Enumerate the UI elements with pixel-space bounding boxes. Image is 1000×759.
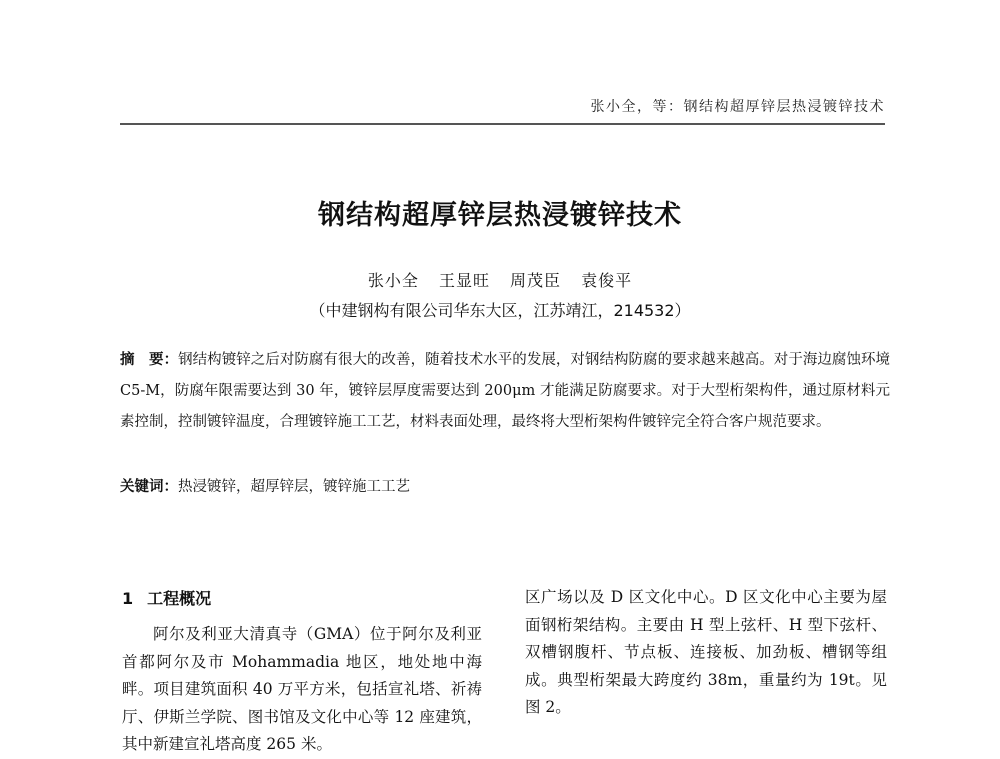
paper-title: 钢结构超厚锌层热浸镀锌技术: [318, 200, 682, 231]
running-head: 张小全，等：钢结构超厚锌层热浸镀锌技术: [590, 99, 885, 115]
section-heading: [122, 586, 211, 609]
affiliation: （中建钢构有限公司华东大区，江苏靖江，214532）: [309, 301, 691, 320]
author-list: [0, 268, 1000, 291]
abstract-text: 钢结构镀锌之后对防腐有很大的改善，随着技术水平的发展，对钢结构防腐的要求越来越高。对于海边腐蚀环境 C5-M，防腐年限需要达到 30 年，镀锌层厚度需要达到 200μm 才能满足防腐要求。对于大型桁架构件，通过原材料元素控制，控制镀锌温度，合理镀锌施工工艺，材料表面处理，最终将大型桁架构件镀锌完全符合客户规范要求。: [120, 352, 891, 430]
keywords-text: 热浸镀锌，超厚锌层，镀锌施工工艺: [178, 479, 410, 495]
section-number: 1: [122, 589, 134, 608]
author-name: 王显旺: [438, 271, 490, 290]
body-column-left: 阿尔及利亚大清真寺（GMA）位于阿尔及利亚首都阿尔及市 Mohammadia 地区，地处地中海畔。项目建筑面积 40 万平方米，包括宣礼塔、祈祷厅、伊斯兰学院、图书馆及文化中心等 12 座建筑，其中新建宣礼塔高度 265 米。: [122, 625, 482, 753]
keywords: [120, 473, 890, 501]
author-name: 张小全: [367, 271, 419, 290]
abstract-label: 摘 要：: [120, 352, 179, 368]
header-rule: [120, 123, 885, 125]
author-name: 周茂臣: [510, 271, 562, 290]
section-title: 工程概况: [147, 589, 212, 608]
body-column-right: 区广场以及 D 区文化中心。D 区文化中心主要为屋面钢桁架结构。主要由 H 型上弦杆、H 型下弦杆、双槽钢腹杆、节点板、连接板、加劲板、槽钢等组成。典型桁架最大跨度约 38m，重量约为 19t。见图 2。: [525, 588, 887, 716]
author-name: 袁俊平: [581, 271, 633, 290]
abstract: [120, 345, 890, 438]
keywords-label: 关键词：: [120, 479, 178, 495]
